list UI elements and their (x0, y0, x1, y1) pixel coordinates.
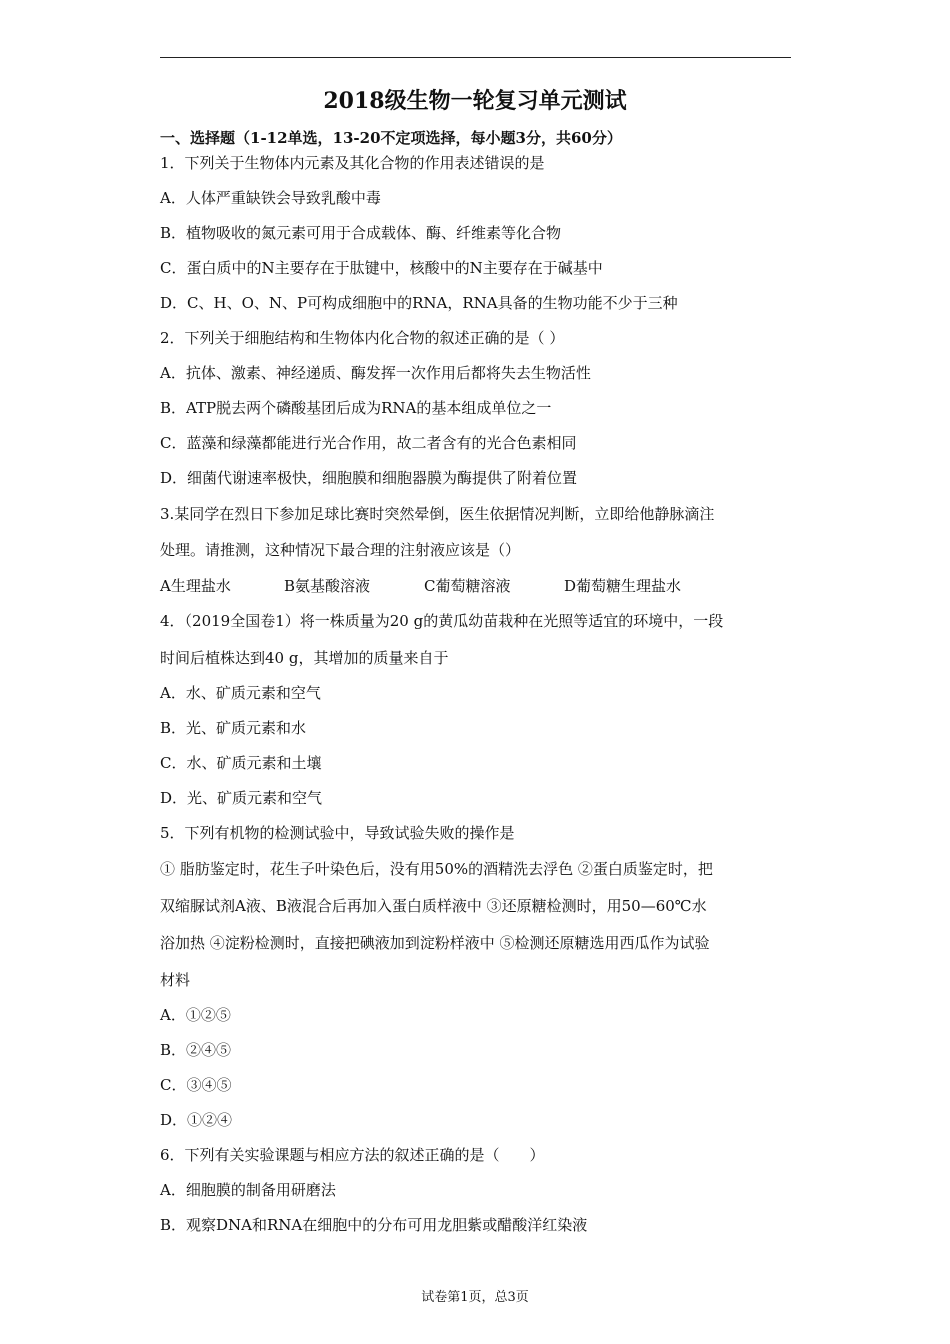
question-4-line-1: 4．（2019全国卷1）将一株质量为20 g的黄瓜幼苗栽种在光照等适宜的环境中，一段 (160, 612, 724, 630)
option-6a: A．细胞膜的制备用研磨法 (160, 1181, 336, 1199)
option-2b: B．ATP脱去两个磷酸基团后成为RNA的基本组成单位之一 (160, 399, 552, 417)
question-5-stem-line-3: 浴加热 ④淀粉检测时，直接把碘液加到淀粉样液中 ⑤检测还原糖选用西瓜作为试验 (160, 934, 710, 952)
option-6b: B．观察DNA和RNA在细胞中的分布可用龙胆紫或醋酸洋红染液 (160, 1216, 588, 1234)
page-title: 2018级生物一轮复习单元测试 (323, 88, 627, 114)
question-3-line-2: 处理。请推测，这种情况下最合理的注射液应该是（） (160, 541, 521, 559)
question-4-line-2: 时间后植株达到40 g，其增加的质量来自于 (160, 649, 449, 667)
option-3c: C葡萄糖溶液 (424, 577, 511, 595)
question-3-options (160, 576, 681, 596)
option-4d: D．光、矿质元素和空气 (160, 789, 323, 807)
option-1b: B．植物吸收的氮元素可用于合成载体、酶、纤维素等化合物 (160, 224, 562, 242)
question-5-stem-line-4: 材料 (160, 971, 191, 989)
option-3b: B氨基酸溶液 (284, 577, 371, 595)
question-1: 1．下列关于生物体内元素及其化合物的作用表述错误的是 (160, 154, 545, 172)
option-2d: D．细菌代谢速率极快，细胞膜和细胞器膜为酶提供了附着位置 (160, 469, 578, 487)
option-3a: A生理盐水 (160, 577, 231, 595)
question-3-line-1: 3.某同学在烈日下参加足球比赛时突然晕倒，医生依据情况判断，立即给他静脉滴注 (160, 505, 715, 523)
option-1c: C．蛋白质中的N主要存在于肽键中，核酸中的N主要存在于碱基中 (160, 259, 603, 277)
question-5-stem-line-2: 双缩脲试剂A液、B液混合后再加入蛋白质样液中 ③还原糖检测时，用50—60℃水 (160, 897, 707, 915)
option-5d: D．①②④ (160, 1111, 233, 1129)
option-2a: A．抗体、激素、神经递质、酶发挥一次作用后都将失去生物活性 (160, 364, 591, 382)
question-5: 5．下列有机物的检测试验中，导致试验失败的操作是 (160, 824, 515, 842)
question-6: 6．下列有关实验课题与相应方法的叙述正确的是（ ） (160, 1146, 545, 1164)
option-5a: A．①②⑤ (160, 1006, 231, 1024)
option-5b: B．②④⑤ (160, 1041, 232, 1059)
option-4b: B．光、矿质元素和水 (160, 719, 307, 737)
question-2: 2．下列关于细胞结构和生物体内化合物的叙述正确的是（ ） (160, 329, 565, 347)
option-4c: C．水、矿质元素和土壤 (160, 754, 322, 772)
option-1a: A．人体严重缺铁会导致乳酸中毒 (160, 189, 381, 207)
page-footer: 试卷第1页，总3页 (421, 1290, 529, 1305)
question-5-stem-line-1: ① 脂肪鉴定时，花生子叶染色后，没有用50%的酒精洗去浮色 ②蛋白质鉴定时，把 (160, 860, 713, 878)
option-3d: D葡萄糖生理盐水 (564, 577, 682, 595)
option-1d: D．C、H、O、N、P可构成细胞中的RNA，RNA具备的生物功能不少于三种 (160, 294, 678, 312)
section-heading: 一、选择题（1-12单选，13-20不定项选择，每小题3分，共60分） (160, 129, 622, 147)
option-4a: A．水、矿质元素和空气 (160, 684, 321, 702)
header-rule (160, 57, 791, 58)
option-2c: C．蓝藻和绿藻都能进行光合作用，故二者含有的光合色素相同 (160, 434, 577, 452)
option-5c: C．③④⑤ (160, 1076, 232, 1094)
